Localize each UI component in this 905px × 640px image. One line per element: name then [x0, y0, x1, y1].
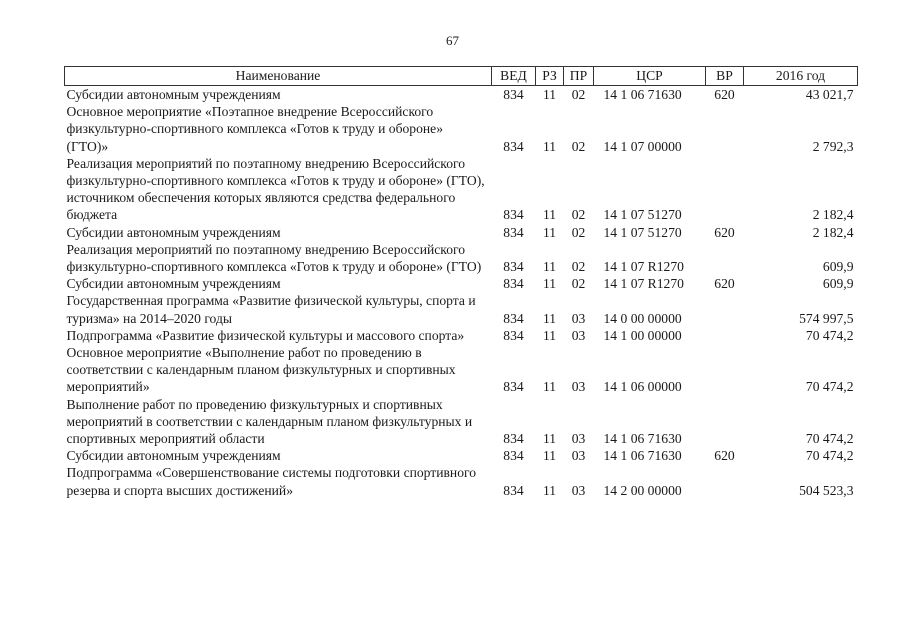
cell-csr: 14 1 00 00000 [603, 327, 682, 343]
table-body [65, 86, 858, 499]
cell-pr: 02 [571, 138, 586, 154]
cell-ved: 834 [503, 259, 524, 275]
cell-pr: 03 [571, 482, 586, 498]
cell-amount: 70 474,2 [805, 379, 854, 395]
cell-csr: 14 1 07 00000 [603, 138, 682, 154]
cell-vr [706, 292, 744, 326]
cell-ved: 834 [503, 310, 524, 326]
table-row [65, 275, 858, 292]
cell-rz: 11 [542, 259, 557, 275]
cell-vr [706, 327, 744, 344]
budget-table [64, 66, 858, 499]
cell-name: Реализация мероприятий по поэтапному внедрению Всероссийского физкультурно-спортивного комплекса «Готов к труду и обороне» (ГТО) [66, 241, 482, 275]
cell-rz: 11 [542, 379, 557, 395]
table-header [65, 67, 858, 86]
cell-pr: 03 [571, 448, 586, 464]
cell-csr: 14 1 07 R1270 [603, 276, 684, 292]
cell-name: Субсидии автономным учреждениям [66, 448, 281, 464]
cell-name: Подпрограмма «Развитие физической культуры и массового спорта» [66, 327, 465, 343]
cell-name: Субсидии автономным учреждениям [66, 224, 281, 240]
cell-ved: 834 [503, 327, 524, 343]
table-row [65, 103, 858, 155]
cell-csr: 14 1 06 71630 [603, 448, 682, 464]
cell-csr: 14 1 07 51270 [603, 207, 682, 223]
cell-rz: 11 [542, 327, 557, 343]
cell-ved: 834 [503, 224, 524, 240]
header-name: Наименование [65, 67, 492, 86]
cell-name: Основное мероприятие «Поэтапное внедрение Всероссийского физкультурно-спортивного комплекса «Готов к труду и обороне» (ГТО)» [66, 104, 444, 154]
cell-vr: 620 [714, 448, 735, 464]
cell-ved: 834 [503, 379, 524, 395]
table-row [65, 86, 858, 104]
cell-amount: 2 792,3 [812, 138, 854, 154]
cell-csr: 14 1 07 51270 [603, 224, 682, 240]
cell-amount: 2 182,4 [812, 224, 854, 240]
cell-pr: 02 [571, 276, 586, 292]
cell-ved: 834 [503, 207, 524, 223]
header-ved: ВЕД [492, 67, 536, 86]
header-csr: ЦСР [594, 67, 706, 86]
cell-vr [706, 344, 744, 396]
header-vr: ВР [706, 67, 744, 86]
cell-name: Подпрограмма «Совершенствование системы подготовки спортивного резерва и спорта высших достижений» [66, 465, 477, 498]
cell-name: Субсидии автономным учреждениям [66, 87, 281, 102]
cell-amount: 43 021,7 [805, 87, 854, 102]
table-row [65, 464, 858, 498]
cell-pr: 02 [571, 87, 586, 102]
cell-pr: 03 [571, 431, 586, 447]
cell-rz: 11 [542, 482, 557, 498]
cell-csr: 14 1 06 00000 [603, 379, 682, 395]
cell-pr: 02 [571, 259, 586, 275]
cell-vr [706, 464, 744, 498]
cell-name: Реализация мероприятий по поэтапному внедрению Всероссийского физкультурно-спортивного комплекса «Готов к труду и обороне» (ГТО), источником обеспечения которых являются средства федерального бюджета [66, 155, 485, 223]
cell-amount: 70 474,2 [805, 431, 854, 447]
cell-ved: 834 [503, 138, 524, 154]
cell-pr: 02 [571, 207, 586, 223]
cell-ved: 834 [503, 276, 524, 292]
cell-ved: 834 [503, 482, 524, 498]
cell-vr [706, 155, 744, 224]
cell-name: Субсидии автономным учреждениям [66, 276, 281, 292]
cell-csr: 14 1 07 R1270 [603, 259, 684, 275]
cell-amount: 609,9 [822, 276, 854, 292]
cell-name: Основное мероприятие «Выполнение работ по проведению в соответствии с календарным планом физкультурных и спортивных мероприятий» [66, 345, 456, 395]
cell-amount: 70 474,2 [805, 448, 854, 464]
header-rz: РЗ [536, 67, 564, 86]
cell-rz: 11 [542, 224, 557, 240]
cell-vr [706, 103, 744, 155]
table-row [65, 396, 858, 448]
table-row [65, 155, 858, 224]
cell-ved: 834 [503, 448, 524, 464]
cell-csr: 14 0 00 00000 [603, 310, 682, 326]
cell-vr: 620 [714, 224, 735, 240]
cell-amount: 2 182,4 [812, 207, 854, 223]
cell-pr: 02 [571, 224, 586, 240]
cell-amount: 504 523,3 [799, 482, 854, 498]
table-row [65, 241, 858, 275]
cell-csr: 14 2 00 00000 [603, 482, 682, 498]
cell-rz: 11 [542, 448, 557, 464]
cell-rz: 11 [542, 276, 557, 292]
cell-ved: 834 [503, 431, 524, 447]
page-number: 67 [446, 33, 459, 48]
cell-rz: 11 [542, 87, 557, 102]
cell-csr: 14 1 06 71630 [603, 431, 682, 447]
header-row [65, 67, 858, 86]
cell-rz: 11 [542, 207, 557, 223]
cell-rz: 11 [542, 431, 557, 447]
cell-vr [706, 241, 744, 275]
cell-rz: 11 [542, 310, 557, 326]
cell-vr [706, 396, 744, 448]
cell-vr: 620 [714, 87, 735, 102]
header-pr: ПР [564, 67, 594, 86]
cell-name: Выполнение работ по проведению физкультурных и спортивных мероприятий в соответствии с календарным планом физкультурных и спортивных мероприятий области [66, 396, 473, 447]
cell-pr: 03 [571, 327, 586, 343]
table-row [65, 327, 858, 344]
cell-amount: 609,9 [822, 259, 854, 275]
cell-rz: 11 [542, 138, 557, 154]
cell-pr: 03 [571, 379, 586, 395]
cell-csr: 14 1 06 71630 [603, 87, 682, 102]
table-row [65, 344, 858, 396]
cell-amount: 574 997,5 [799, 310, 854, 326]
cell-vr: 620 [714, 276, 735, 292]
table-row [65, 292, 858, 326]
cell-amount: 70 474,2 [805, 327, 854, 343]
table-row [65, 447, 858, 464]
table-row [65, 224, 858, 241]
cell-ved: 834 [503, 87, 524, 102]
header-year: 2016 год [744, 67, 858, 86]
cell-pr: 03 [571, 310, 586, 326]
cell-name: Государственная программа «Развитие физической культуры, спорта и туризма» на 2014–2020 годы [66, 293, 476, 326]
